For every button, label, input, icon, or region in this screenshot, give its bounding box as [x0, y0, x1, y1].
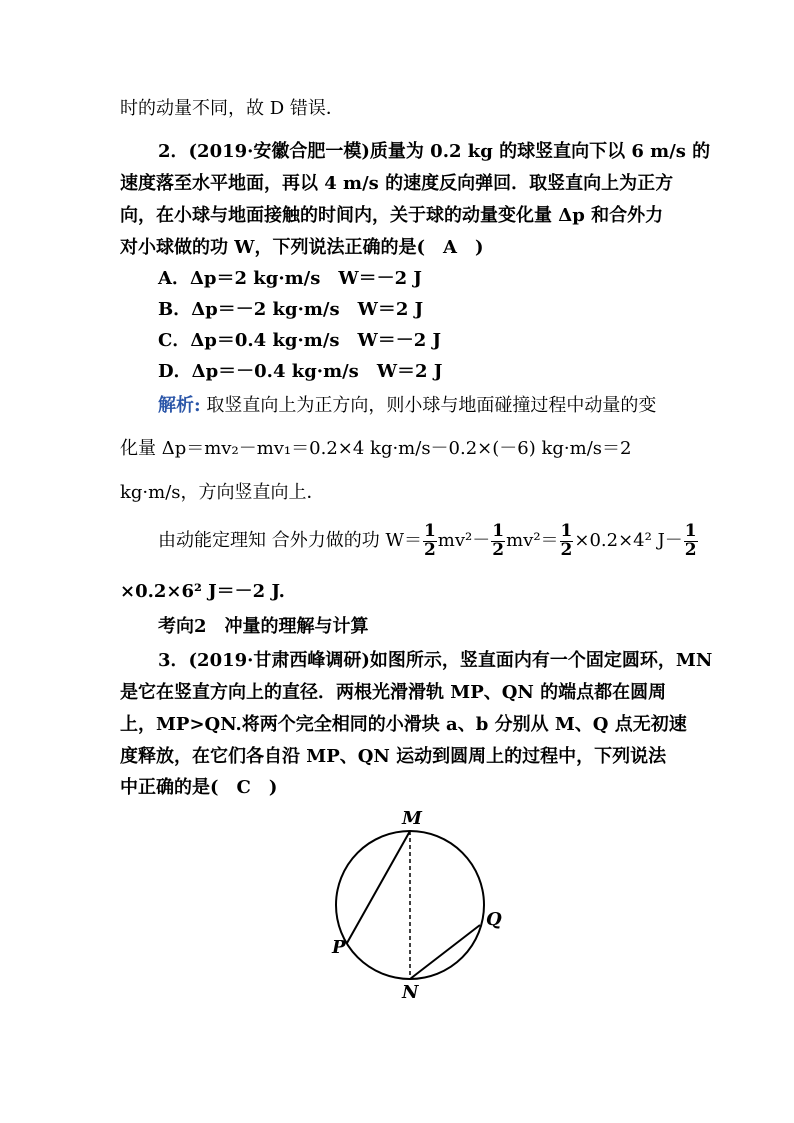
- analysis-label: 解析:: [158, 395, 201, 416]
- question-2-line: 对小球做的功 W，下列说法正确的是( A ): [120, 237, 484, 258]
- analysis-line: ×0.2×6² J＝－2 J.: [120, 581, 285, 602]
- analysis-line: [158, 397, 656, 415]
- equation-text: mv²－: [437, 530, 491, 551]
- question-3-line: 上，MP>QN.将两个完全相同的小滑块 a、b 分别从 M、Q 点无初速: [120, 714, 687, 735]
- fraction: [684, 520, 698, 560]
- fraction-denominator: 2: [684, 539, 697, 560]
- fraction-denominator: 2: [492, 539, 505, 560]
- analysis-line: 化量 Δp＝mv₂－mv₁＝0.2×4 kg·m/s－0.2×(－6) kg·m/s＝2: [120, 438, 632, 459]
- label-n: N: [402, 982, 419, 1000]
- analysis-text: 取竖直向上为正方向，则小球与地面碰撞过程中动量的变: [200, 395, 657, 416]
- work-equation-line: [158, 520, 699, 562]
- analysis-line: kg·m/s，方向竖直向上．: [120, 482, 325, 503]
- label-m: M: [402, 808, 422, 829]
- fraction-numerator: 1: [423, 520, 436, 541]
- fraction: [423, 520, 437, 560]
- track-mp: [347, 831, 410, 943]
- equation-text: 由动能定理知 合外力做的功 W＝: [158, 530, 422, 551]
- option-a: A．Δp＝2 kg·m/s W＝－2 J: [158, 268, 422, 289]
- question-3-line: 是它在竖直方向上的直径．两根光滑滑轨 MP、QN 的端点都在圆周: [120, 682, 667, 703]
- section-heading: 考向2 冲量的理解与计算: [158, 616, 369, 637]
- question-2-line: 向，在小球与地面接触的时间内，关于球的动量变化量 Δp 和合外力: [120, 205, 664, 226]
- question-3-line: 度释放，在它们各自沿 MP、QN 运动到圆周上的过程中，下列说法: [120, 746, 667, 767]
- fraction-denominator: 2: [423, 539, 436, 560]
- fraction: [560, 520, 574, 560]
- option-d: D．Δp＝－0.4 kg·m/s W＝2 J: [158, 361, 443, 382]
- text-line: 时的动量不同，故 D 错误．: [120, 98, 344, 119]
- question-2-line: 2．(2019·安徽合肥一模)质量为 0.2 kg 的球竖直向下以 6 m/s 的: [158, 141, 711, 162]
- label-p: P: [332, 937, 346, 958]
- option-b: B．Δp＝－2 kg·m/s W＝2 J: [158, 299, 424, 320]
- fraction-numerator: 1: [560, 520, 573, 541]
- option-c: C．Δp＝0.4 kg·m/s W＝－2 J: [158, 330, 442, 351]
- circle-diagram: [320, 800, 520, 1000]
- fraction: [491, 520, 505, 560]
- fraction-numerator: 1: [492, 520, 505, 541]
- question-3-line: 3．(2019·甘肃西峰调研)如图所示，竖直面内有一个固定圆环，MN: [158, 650, 713, 671]
- question-2-line: 速度落至水平地面，再以 4 m/s 的速度反向弹回．取竖直向上为正方: [120, 173, 674, 194]
- fraction-numerator: 1: [684, 520, 697, 541]
- question-3-line: 中正确的是( C ): [120, 777, 278, 798]
- fraction-denominator: 2: [560, 539, 573, 560]
- label-q: Q: [486, 909, 502, 930]
- equation-text: ×0.2×4² J－: [574, 530, 683, 551]
- equation-text: mv²＝: [506, 530, 559, 551]
